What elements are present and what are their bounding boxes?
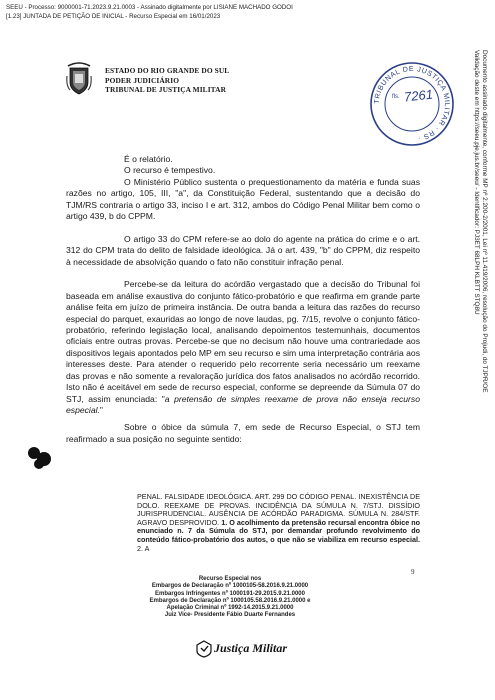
header-line-2: [1.23] JUNTADA DE PETIÇÃO DE INICIAL - Recurso Especial em 16/01/2023: [6, 12, 221, 20]
footer-line-2: Embargos de Declaração nº 1000105-58.2016.9.21.0000: [151, 583, 309, 590]
paragraph-articles: O artigo 33 do CPM refere-se ao dolo do agente na prática do crime e o art. 312 do CPM trata do delito de falsidade ideológica. Já o art. 439, "b" do CPPM, diz respeito à necessidade de absolvição quando o fato não constituir infração penal.: [66, 233, 420, 267]
ink-blot-icon: [26, 445, 54, 473]
justica-militar-logo: [196, 640, 316, 658]
stamp-ring-text: TRIBUNAL DE JUSTIÇA MILITAR · RS ·: [371, 63, 453, 144]
sumula-quote: a pretensão de simples reexame de prova não enseja recurso especial.: [66, 393, 420, 415]
footer-reference: [120, 576, 340, 620]
paragraph-stj-position: Sobre o óbice da súmula 7, em sede de Recurso Especial, o STJ tem reafirmado a sua posição no seguinte sentido:: [66, 422, 420, 444]
quote-bold: 1. O acolhimento da pretensão recursal encontra óbice no enunciado n. 7 da Súmula do STJ, por demandar profundo revolvimento do conteúdo fático-probatório dos autos, o que não se viabiliza em recurso especial.: [137, 517, 421, 544]
footer-line-5: Apelação Criminal nº 1992-14.2015.9.21.0000: [166, 605, 294, 612]
logo-emblem-icon: [196, 640, 212, 658]
page-number: 9: [411, 568, 415, 576]
analysis-text: Percebe-se da leitura do acórdão vergastado que a decisão do Tribunal foi baseada em análise exaustiva do conjunto fático-probatório e que reafirma em grande parte análise feita em juízo de primeira instância. De outra banda a leitura das razões do recurso especial do parquet, exauridas ao longo de nove laudas, pg. 7/15, revolve o conjunto fático-probatório, referindo legislação local, analisando depoimentos testemunhais, documentos oficiais entre outras provas. Percebe-se que no decisum não houve uma contrariedade aos dispositivos legais apontados pelo MP em seu recurso e sim uma interpretação contrária aos interesses deste. Para atender o requerido pelo recorrente seria necessário um reexame das provas e não somente a revaloração jurídica dos fatos analisados no acórdão recorrido. Isto não é aceitável em sede de recurso especial, conforme se depreende da Súmula 07 do STJ, assim enunciada: ": [66, 279, 420, 404]
side-note-line-2: Validação deste em https://seeu.pje.jus.br/seeu/ - Identificador: PJ3ET 68LPH KLBTT STQ8U: [472, 50, 480, 315]
signature-validation-note: [452, 50, 488, 642]
institution-court: TRIBUNAL DE JUSTIÇA MILITAR: [105, 85, 227, 95]
footer-line-4: Embargos de Declaração nº 1000105.58.2016.9.21.0000 e: [149, 597, 311, 604]
stamp-fls-label: fls.: [392, 94, 400, 100]
court-stamp-icon: [368, 60, 456, 148]
institution-state: ESTADO DO RIO GRANDE DO SUL: [105, 66, 230, 75]
paragraph-report: É o relatório.: [124, 154, 173, 164]
paragraph-mp-arguments: O Ministério Público sustenta o prequestionamento da matéria e funda suas razões no artigo, 105, III, "a", da Constituição Federal, sustentando que a decisão do TJM/RS contraria o artigo 33, inciso I e art. 312, ambos do Código Penal Militar bem como o artigo 439, b do CPPM.: [66, 176, 420, 222]
document-body: [66, 154, 420, 445]
footer-line-6: Juiz Vice- Presidente Fábio Duarte Fernandes: [164, 612, 296, 619]
document-header: [6, 4, 386, 21]
state-crest-icon: [66, 62, 92, 96]
footer-line-1: Recurso Especial nos: [198, 576, 262, 582]
stamp-page-number: 7261: [403, 86, 434, 105]
quote-normal: PENAL. FALSIDADE IDEOLÓGICA. ART. 299 DO CÓDIGO PENAL. INEXISTÊNCIA DE DOLO. REEXAME DE PROVAS. INCIDÊNCIA DA SÚMULA N. 7/STJ. DISSÍDIO JURISPRUDENCIAL. AUSÊNCIA DE ACÓRDÃO PARADIGMA. SÚMULA N. 284/STF. AGRAVO DESPROVIDO.: [137, 492, 420, 527]
institution-block: [105, 66, 229, 95]
side-note-line-1: Documento assinado digitalmente, conforme MP nº 2.200-2/2001, Lei nº 11.419/2006, resolução do Projudi, do TJPR/OE: [481, 50, 488, 393]
logo-text: Justiça Militar: [214, 641, 288, 655]
header-line-1: SEEU - Processo: 9000001-71.2023.9.21.0003 - Assinado digitalmente por LISIANE MACHADO GODOI: [6, 4, 293, 11]
institution-power: PODER JUDICIÁRIO: [105, 75, 180, 85]
paragraph-timely: O recurso é tempestivo.: [124, 165, 216, 176]
jurisprudence-quote: [137, 493, 420, 553]
quote-tail: 2. A: [137, 543, 150, 553]
analysis-close-quote: ": [99, 404, 103, 415]
footer-line-3: Embargos Infringentes nº 1000191-29.2015.9.21.0000: [155, 590, 305, 597]
paragraph-analysis: [66, 279, 420, 416]
